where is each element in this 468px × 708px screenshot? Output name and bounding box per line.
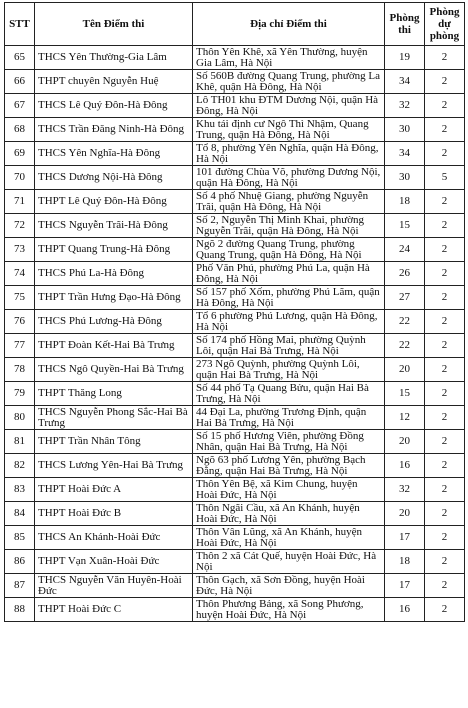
row-address: Số 44 phố Tạ Quang Bửu, quận Hai Bà Trưng, Hà Nội [193, 382, 385, 406]
table-row [5, 166, 465, 190]
row-reserve-rooms: 2 [425, 286, 465, 310]
row-stt: 80 [5, 406, 35, 430]
row-stt: 76 [5, 310, 35, 334]
row-stt: 88 [5, 598, 35, 622]
row-rooms: 20 [385, 502, 425, 526]
row-reserve-rooms: 2 [425, 70, 465, 94]
row-school-name: THCS Trần Đăng Ninh-Hà Đông [35, 118, 193, 142]
row-stt: 70 [5, 166, 35, 190]
row-address: Thôn Gạch, xã Sơn Đồng, huyện Hoài Đức, Hà Nội [193, 574, 385, 598]
row-address: Khu tái định cư Ngô Thì Nhậm, Quang Trung, quận Hà Đông, Hà Nội [193, 118, 385, 142]
row-school-name: THCS Yên Nghĩa-Hà Đông [35, 142, 193, 166]
row-rooms: 24 [385, 238, 425, 262]
row-address: Số 4 phố Nhuệ Giang, phường Nguyễn Trãi, quận Hà Đông, Hà Nội [193, 190, 385, 214]
row-rooms: 26 [385, 262, 425, 286]
row-stt: 66 [5, 70, 35, 94]
row-address: Tổ 6 phường Phú Lương, quận Hà Đông, Hà Nội [193, 310, 385, 334]
row-stt: 71 [5, 190, 35, 214]
row-rooms: 16 [385, 598, 425, 622]
row-reserve-rooms: 5 [425, 166, 465, 190]
row-rooms: 20 [385, 430, 425, 454]
table-row [5, 118, 465, 142]
row-reserve-rooms: 2 [425, 238, 465, 262]
row-reserve-rooms: 2 [425, 190, 465, 214]
row-school-name: THPT Quang Trung-Hà Đông [35, 238, 193, 262]
row-stt: 77 [5, 334, 35, 358]
row-school-name: THPT chuyên Nguyễn Huệ [35, 70, 193, 94]
row-rooms: 27 [385, 286, 425, 310]
row-rooms: 15 [385, 382, 425, 406]
row-address: Thôn Yên Bệ, xã Kim Chung, huyện Hoài Đức, Hà Nội [193, 478, 385, 502]
row-rooms: 32 [385, 94, 425, 118]
row-address: Lô TH01 khu ĐTM Dương Nội, quận Hà Đông, Hà Nội [193, 94, 385, 118]
row-address: Số 174 phố Hồng Mai, phường Quỳnh Lôi, quận Hai Bà Trưng, Hà Nội [193, 334, 385, 358]
row-stt: 81 [5, 430, 35, 454]
row-school-name: THPT Trần Hưng Đạo-Hà Đông [35, 286, 193, 310]
row-rooms: 34 [385, 142, 425, 166]
row-reserve-rooms: 2 [425, 526, 465, 550]
row-stt: 68 [5, 118, 35, 142]
exam-venue-table [4, 2, 465, 622]
row-school-name: THCS Phú Lương-Hà Đông [35, 310, 193, 334]
row-reserve-rooms: 2 [425, 310, 465, 334]
row-school-name: THCS Nguyễn Trãi-Hà Đông [35, 214, 193, 238]
table-row [5, 238, 465, 262]
header-rooms: Phòng thi [385, 3, 425, 46]
row-reserve-rooms: 2 [425, 334, 465, 358]
row-reserve-rooms: 2 [425, 502, 465, 526]
row-stt: 72 [5, 214, 35, 238]
header-stt: STT [5, 3, 35, 46]
row-rooms: 12 [385, 406, 425, 430]
row-school-name: THPT Thăng Long [35, 382, 193, 406]
header-school: Tên Điểm thi [35, 3, 193, 46]
row-stt: 85 [5, 526, 35, 550]
row-rooms: 15 [385, 214, 425, 238]
row-address: 101 đường Chùa Võ, phường Dương Nội, quận Hà Đông, Hà Nội [193, 166, 385, 190]
row-address: 44 Đại La, phường Trương Định, quận Hai Bà Trưng, Hà Nội [193, 406, 385, 430]
table-row [5, 94, 465, 118]
row-rooms: 18 [385, 190, 425, 214]
row-stt: 83 [5, 478, 35, 502]
row-address: Phố Văn Phú, phường Phú La, quận Hà Đông, Hà Nội [193, 262, 385, 286]
row-address: Ngõ 63 phố Lương Yên, phường Bạch Đằng, quận Hai Bà Trưng, Hà Nội [193, 454, 385, 478]
row-stt: 69 [5, 142, 35, 166]
row-address: 273 Ngõ Quỳnh, phường Quỳnh Lôi, quận Hai Bà Trưng, Hà Nội [193, 358, 385, 382]
table-row [5, 286, 465, 310]
table-row [5, 502, 465, 526]
row-reserve-rooms: 2 [425, 94, 465, 118]
row-stt: 84 [5, 502, 35, 526]
row-reserve-rooms: 2 [425, 550, 465, 574]
row-reserve-rooms: 2 [425, 382, 465, 406]
row-address: Thôn Ngãi Cầu, xã An Khánh, huyện Hoài Đức, Hà Nội [193, 502, 385, 526]
row-stt: 67 [5, 94, 35, 118]
row-reserve-rooms: 2 [425, 118, 465, 142]
row-address: Thôn 2 xã Cát Quế, huyện Hoài Đức, Hà Nội [193, 550, 385, 574]
row-stt: 73 [5, 238, 35, 262]
row-reserve-rooms: 2 [425, 430, 465, 454]
row-school-name: THCS Nguyễn Văn Huyên-Hoài Đức [35, 574, 193, 598]
row-school-name: THPT Lê Quý Đôn-Hà Đông [35, 190, 193, 214]
row-address: Số 560B đường Quang Trung, phường La Khê, quận Hà Đông, Hà Nội [193, 70, 385, 94]
table-row [5, 406, 465, 430]
table-row [5, 46, 465, 70]
row-stt: 79 [5, 382, 35, 406]
row-reserve-rooms: 2 [425, 598, 465, 622]
row-rooms: 18 [385, 550, 425, 574]
table-row [5, 526, 465, 550]
row-stt: 65 [5, 46, 35, 70]
row-school-name: THCS Nguyễn Phong Sắc-Hai Bà Trưng [35, 406, 193, 430]
row-rooms: 17 [385, 574, 425, 598]
row-school-name: THCS Lương Yên-Hai Bà Trưng [35, 454, 193, 478]
row-rooms: 16 [385, 454, 425, 478]
row-address: Thôn Vân Lũng, xã An Khánh, huyện Hoài Đức, Hà Nội [193, 526, 385, 550]
row-rooms: 34 [385, 70, 425, 94]
row-school-name: THPT Vạn Xuân-Hoài Đức [35, 550, 193, 574]
row-address: Số 15 phố Hương Viên, phường Đồng Nhân, quận Hai Bà Trưng, Hà Nội [193, 430, 385, 454]
row-stt: 86 [5, 550, 35, 574]
row-school-name: THPT Hoài Đức A [35, 478, 193, 502]
row-rooms: 22 [385, 310, 425, 334]
row-reserve-rooms: 2 [425, 46, 465, 70]
row-rooms: 22 [385, 334, 425, 358]
table-row [5, 550, 465, 574]
table-row [5, 598, 465, 622]
row-rooms: 30 [385, 118, 425, 142]
row-stt: 82 [5, 454, 35, 478]
table-row [5, 574, 465, 598]
row-address: Tổ 8, phường Yên Nghĩa, quận Hà Đông, Hà Nội [193, 142, 385, 166]
row-reserve-rooms: 2 [425, 214, 465, 238]
table-row [5, 190, 465, 214]
row-rooms: 19 [385, 46, 425, 70]
header-address: Địa chỉ Điểm thi [193, 3, 385, 46]
table-row [5, 454, 465, 478]
row-school-name: THCS Ngô Quyền-Hai Bà Trưng [35, 358, 193, 382]
row-stt: 75 [5, 286, 35, 310]
row-reserve-rooms: 2 [425, 454, 465, 478]
table-row [5, 478, 465, 502]
row-reserve-rooms: 2 [425, 478, 465, 502]
table-row [5, 310, 465, 334]
row-reserve-rooms: 2 [425, 142, 465, 166]
row-reserve-rooms: 2 [425, 574, 465, 598]
row-school-name: THPT Đoàn Kết-Hai Bà Trưng [35, 334, 193, 358]
row-address: Số 2, Nguyễn Thị Minh Khai, phường Nguyễn Trãi, quận Hà Đông, Hà Nội [193, 214, 385, 238]
row-school-name: THPT Hoài Đức C [35, 598, 193, 622]
row-stt: 87 [5, 574, 35, 598]
row-reserve-rooms: 2 [425, 262, 465, 286]
table-row [5, 358, 465, 382]
row-stt: 78 [5, 358, 35, 382]
row-rooms: 32 [385, 478, 425, 502]
table-row [5, 142, 465, 166]
row-rooms: 17 [385, 526, 425, 550]
row-school-name: THCS Yên Thường-Gia Lâm [35, 46, 193, 70]
row-address: Ngõ 2 đường Quang Trung, phường Quang Trung, quận Hà Đông, Hà Nội [193, 238, 385, 262]
row-address: Số 157 phố Xốm, phường Phú Lãm, quận Hà Đông, Hà Nội [193, 286, 385, 310]
table-row [5, 430, 465, 454]
row-address: Thôn Yên Khê, xã Yên Thường, huyện Gia Lâm, Hà Nội [193, 46, 385, 70]
table-row [5, 334, 465, 358]
row-stt: 74 [5, 262, 35, 286]
row-school-name: THCS Phú La-Hà Đông [35, 262, 193, 286]
table-row [5, 262, 465, 286]
table-header-row [5, 3, 465, 46]
table-row [5, 214, 465, 238]
header-reserve: Phòng dự phòng [425, 3, 465, 46]
row-school-name: THCS Dương Nội-Hà Đông [35, 166, 193, 190]
row-school-name: THCS An Khánh-Hoài Đức [35, 526, 193, 550]
row-school-name: THCS Lê Quý Đôn-Hà Đông [35, 94, 193, 118]
row-rooms: 30 [385, 166, 425, 190]
row-school-name: THPT Hoài Đức B [35, 502, 193, 526]
row-school-name: THPT Trần Nhân Tông [35, 430, 193, 454]
row-address: Thôn Phương Bảng, xã Song Phương, huyện Hoài Đức, Hà Nội [193, 598, 385, 622]
table-row [5, 70, 465, 94]
table-row [5, 382, 465, 406]
row-reserve-rooms: 2 [425, 358, 465, 382]
row-reserve-rooms: 2 [425, 406, 465, 430]
row-rooms: 20 [385, 358, 425, 382]
